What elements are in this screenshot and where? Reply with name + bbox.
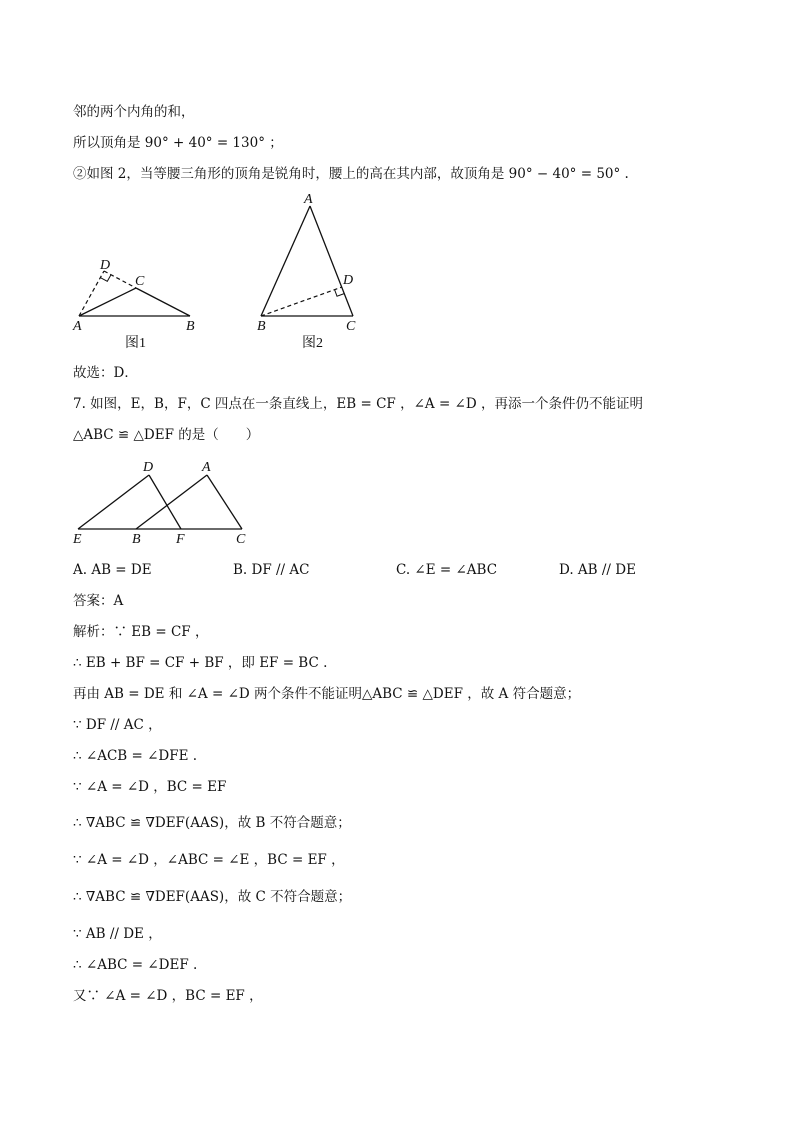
fig1-label-b: B	[186, 319, 195, 334]
fig1-label-a: A	[73, 319, 82, 334]
option-b: B. DF // AC	[233, 562, 310, 578]
fig2-label-b: B	[257, 319, 266, 334]
figure-3	[70, 455, 260, 550]
figure-1	[70, 250, 210, 360]
text-line-2: 所以顶角是 90° + 40° = 130° ；	[73, 135, 283, 151]
fig1-label-d: D	[100, 258, 111, 273]
fig3-segment-df	[149, 475, 181, 529]
fig1-label-c: C	[135, 274, 145, 289]
text-line-4: 故选：D．	[73, 365, 138, 381]
option-c: C. ∠E = ∠ABC	[396, 562, 498, 578]
option-a: A. AB = DE	[73, 562, 152, 578]
fig1-right-angle-mark	[100, 275, 111, 282]
fig3-label-f: F	[176, 532, 185, 547]
fig3-segment-ba	[136, 475, 207, 529]
fig1-caption: 图1	[125, 336, 146, 351]
solution-line-5: ∴ ∠ACB = ∠DFE .	[73, 748, 198, 764]
fig3-label-e: E	[73, 532, 82, 547]
solution-line-3: 再由 AB = DE 和 ∠A = ∠D 两个条件不能证明△ABC ≌ △DEF ，故 A 符合题意；	[73, 686, 581, 702]
fig3-segment-ed	[78, 475, 149, 529]
solution-line-9: ∴ ∇ABC ≌ ∇DEF(AAS)，故 C 不符合题意；	[73, 889, 352, 905]
solution-line-10: ∵ AB // DE ，	[73, 926, 162, 942]
fig3-label-b: B	[132, 532, 141, 547]
solution-line-8: ∵ ∠A = ∠D ，∠ABC = ∠E ，BC = EF ，	[73, 852, 345, 868]
solution-line-4: ∵ DF // AC ，	[73, 717, 162, 733]
question-7-line-2: △ABC ≌ △DEF 的是（ ）	[73, 427, 260, 443]
solution-line-2: ∴ EB + BF = CF + BF ，即 EF = BC .	[73, 655, 328, 671]
answer-line: 答案：A	[73, 593, 124, 609]
fig1-segment-ac	[79, 288, 136, 316]
option-d: D. AB // DE	[559, 562, 636, 578]
fig3-label-a: A	[202, 460, 211, 475]
fig2-caption: 图2	[302, 336, 323, 351]
fig3-label-d: D	[143, 460, 154, 475]
fig3-label-c: C	[236, 532, 246, 547]
question-7-line-1: 7. 如图，E，B，F，C 四点在一条直线上，EB = CF ，∠A = ∠D ，再添一个条件仍不能证明	[73, 396, 643, 412]
solution-line-7: ∴ ∇ABC ≌ ∇DEF(AAS)，故 B 不符合题意；	[73, 815, 351, 831]
fig2-label-c: C	[346, 319, 356, 334]
fig1-segment-cb	[136, 288, 190, 316]
fig2-label-a: A	[304, 192, 313, 207]
fig2-label-d: D	[343, 273, 354, 288]
text-line-3: ②如图 2，当等腰三角形的顶角是锐角时，腰上的高在其内部，故顶角是 90° − 40° = 50° .	[73, 166, 629, 182]
solution-line-12: 又∵ ∠A = ∠D ，BC = EF ，	[73, 988, 263, 1004]
fig2-dashed-bd	[261, 287, 342, 316]
solution-line-1: 解析：∵ EB = CF ，	[73, 624, 209, 640]
solution-line-6: ∵ ∠A = ∠D ，BC = EF	[73, 779, 227, 795]
fig2-segment-ab	[261, 206, 310, 316]
fig2-segment-ac	[310, 206, 353, 316]
text-line-1: 邻的两个内角的和，	[73, 104, 195, 120]
solution-line-11: ∴ ∠ABC = ∠DEF .	[73, 957, 198, 973]
fig3-segment-ac	[207, 475, 242, 529]
figure-2	[250, 190, 380, 360]
